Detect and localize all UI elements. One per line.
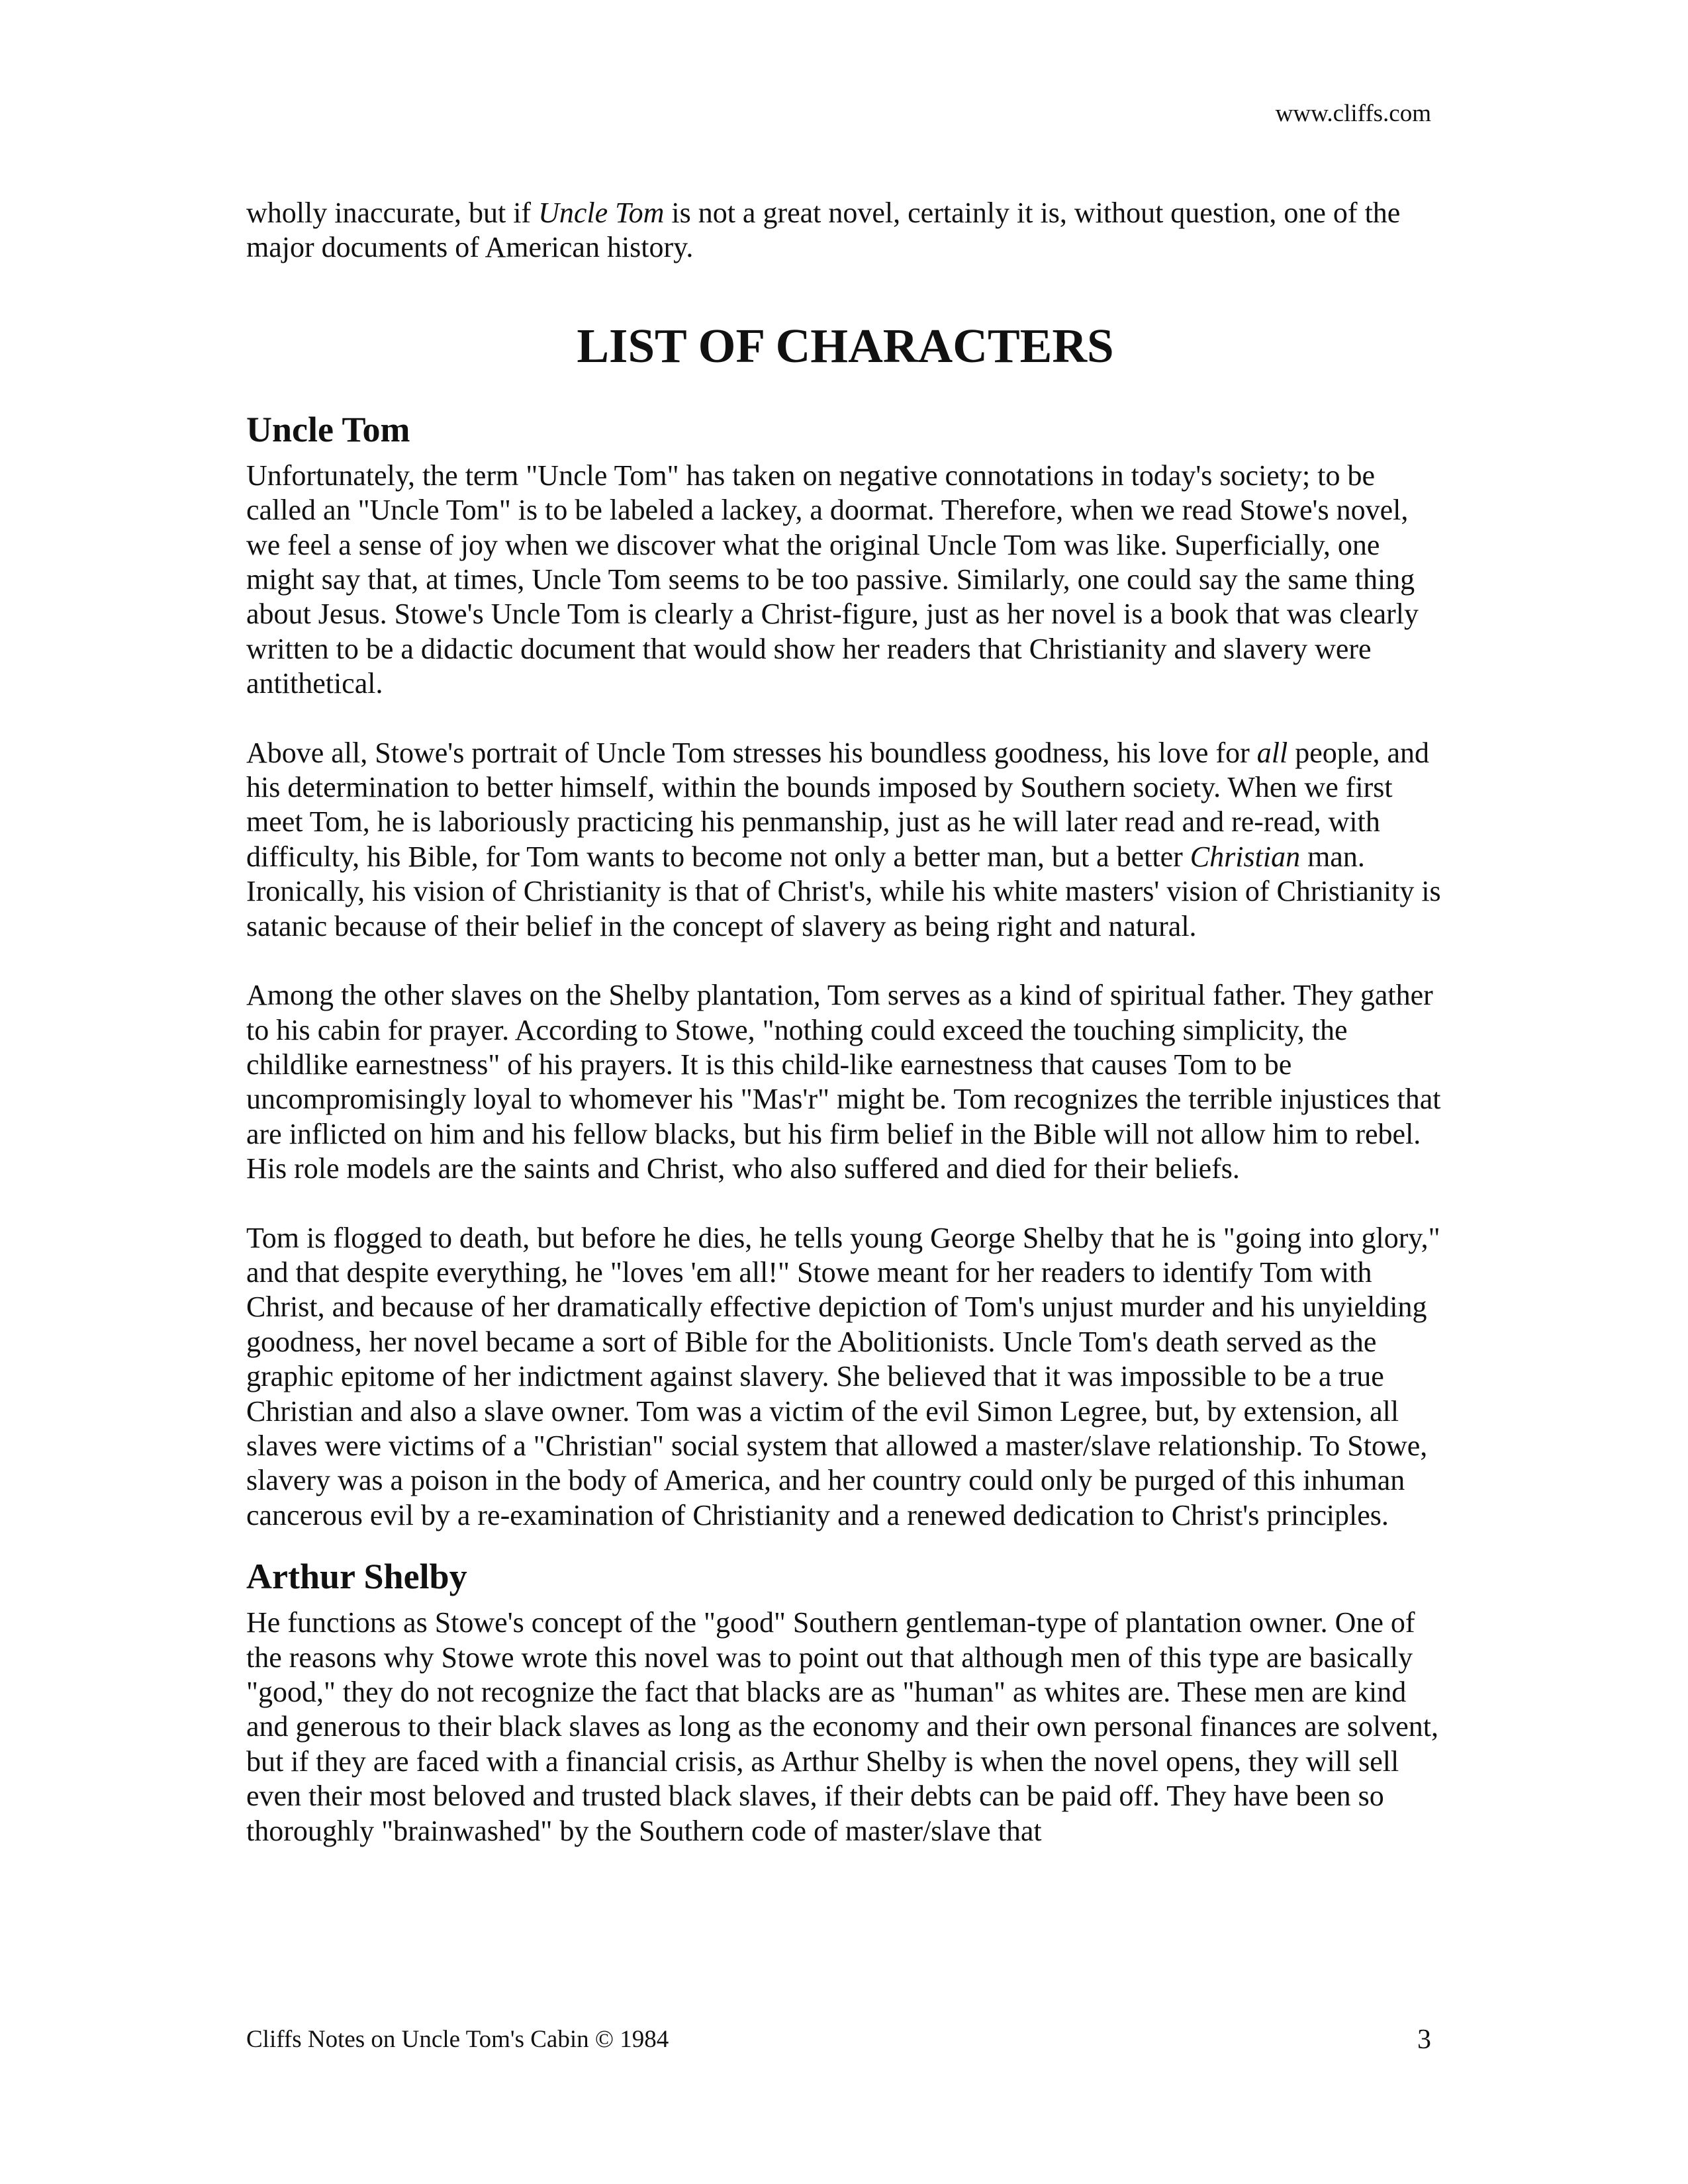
character-heading-uncle-tom: Uncle Tom — [246, 409, 410, 449]
page-number: 3 — [1417, 2025, 1431, 2055]
uncle-tom-p2-italic1: all — [1256, 736, 1288, 769]
uncle-tom-paragraph-3: Among the other slaves on the Shelby plantation, Tom serves as a kind of spiritual father. They gather to his cabin for prayer. According to Stowe, "nothing could exceed the touching simplicity, the childlike earnestness" of his prayers. It is this child-like earnestness that causes Tom to be uncompromisingly loyal to whomever his "Mas'r" might be. Tom recognizes the terrible injustices that are inflicted on him and his fellow blacks, but his firm belief in the Bible will not allow him to rebel. His role models are the saints and Christ, who also suffered and died for their beliefs. — [246, 979, 1441, 1185]
character-section-uncle-tom — [246, 408, 1444, 1533]
footer-title: Cliffs Notes on Uncle Tom's Cabin © 1984 — [246, 2026, 669, 2053]
intro-paragraph — [246, 196, 1444, 265]
character-heading-arthur-shelby: Arthur Shelby — [246, 1557, 467, 1597]
intro-text-after: is not a great novel, certainly it is, without question, one of the major documents of American history. — [246, 197, 1401, 264]
page-content — [246, 196, 1444, 1848]
uncle-tom-p2-part3: man. Ironically, his vision of Christianity is that of Christ's, while his white masters' vision of Christianity is satanic because of their belief in the concept of slavery as being right and natural. — [246, 840, 1441, 942]
header-url: www.cliffs.com — [1275, 100, 1431, 127]
character-section-arthur-shelby — [246, 1555, 1444, 1848]
uncle-tom-p2-part2: people, and his determination to better himself, within the bounds imposed by Southern society. When we first meet Tom, he is laboriously practicing his penmanship, just as he will later read and re-read, with difficulty, his Bible, for Tom wants to become not only a better man, but a better — [246, 736, 1430, 873]
main-heading: LIST OF CHARACTERS — [577, 318, 1114, 373]
uncle-tom-paragraph-2 — [246, 736, 1444, 944]
uncle-tom-p2-part1: Above all, Stowe's portrait of Uncle Tom stresses his boundless goodness, his love for — [246, 736, 1257, 769]
uncle-tom-paragraph-4: Tom is flogged to death, but before he dies, he tells young George Shelby that he is "going into glory," and that despite everything, he "loves 'em all!" Stowe meant for her readers to identify Tom with Christ, and because of her dramatically effective depiction of Tom's unjust murder and his unyielding goodness, her novel became a sort of Bible for the Abolitionists. Uncle Tom's death served as the graphic epitome of her indictment against slavery. She believed that it was impossible to be a true Christian and also a slave owner. Tom was a victim of the evil Simon Legree, but, by extension, all slaves were victims of a "Christian" social system that allowed a master/slave relationship. To Stowe, slavery was a poison in the body of America, and her country could only be purged of this inhuman cancerous evil by a re-examination of Christianity and a renewed dedication to Christ's principles. — [246, 1221, 1440, 1531]
intro-text-before: wholly inaccurate, but if — [246, 197, 539, 229]
intro-italic-title: Uncle Tom — [538, 197, 665, 229]
arthur-shelby-paragraph-1: He functions as Stowe's concept of the "good" Southern gentleman-type of plantation owner. One of the reasons why Stowe wrote this novel was to point out that although men of this type are basically "good," they do not recognize the fact that blacks are as "human" as whites are. These men are kind and generous to their black slaves as long as the economy and their own personal finances are solvent, but if they are faced with a financial crisis, as Arthur Shelby is when the novel opens, they will sell even their most beloved and trusted black slaves, if their debts can be paid off. They have been so thoroughly "brainwashed" by the Southern code of master/slave that — [246, 1606, 1438, 1847]
uncle-tom-p2-italic2: Christian — [1190, 840, 1301, 873]
uncle-tom-paragraph-1: Unfortunately, the term "Uncle Tom" has taken on negative connotations in today's society; to be called an "Uncle Tom" is to be labeled a lackey, a doormat. Therefore, when we read Stowe's novel, we feel a sense of joy when we discover what the original Uncle Tom was like. Superficially, one might say that, at times, Uncle Tom seems to be too passive. Similarly, one could say the same thing about Jesus. Stowe's Uncle Tom is clearly a Christ-figure, just as her novel is a book that was clearly written to be a didactic document that would show her readers that Christianity and slavery were antithetical. — [246, 459, 1419, 700]
